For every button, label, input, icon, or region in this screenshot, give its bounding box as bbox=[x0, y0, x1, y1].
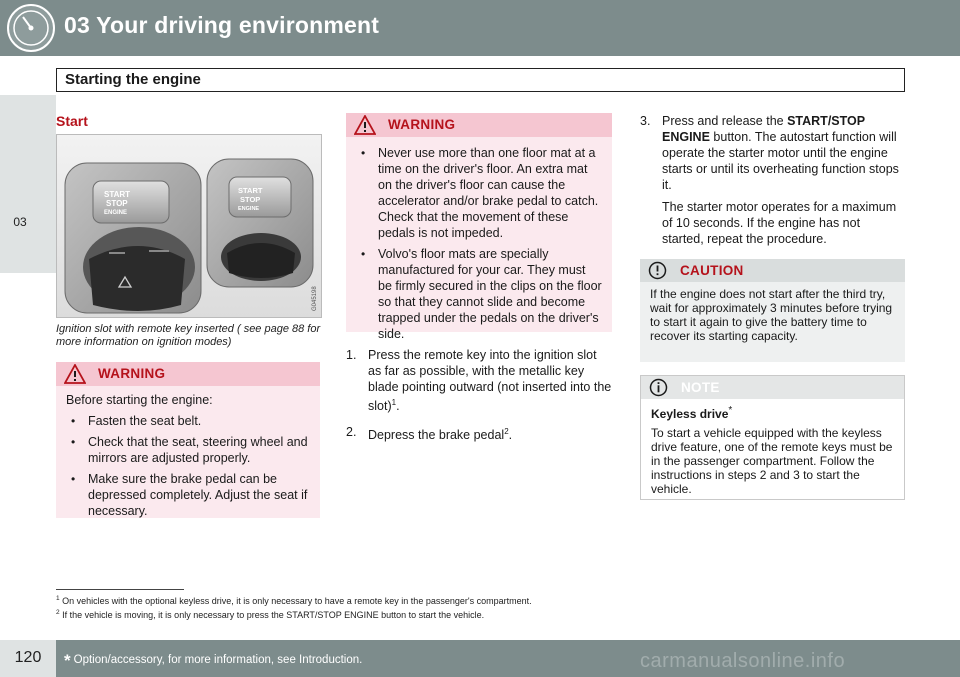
chapter-side-tab bbox=[0, 95, 56, 273]
chapter-title: 03 Your driving environment bbox=[64, 12, 380, 38]
note-text: To start a vehicle equipped with the keyless drive feature, one of the remote keys must be in the passenger compartment. Follow the instructions in steps 2 and 3 to start the vehicle. bbox=[651, 426, 893, 496]
step-3-paragraph: The starter motor operates for a maximum of 10 seconds. If the engine has not started, repeat the procedure. bbox=[662, 200, 897, 246]
ignition-slot-photo bbox=[56, 134, 322, 318]
step-3-block bbox=[640, 113, 905, 247]
photo-caption: Ignition slot with remote key inserted ( see page 88 for more information on ignition modes) bbox=[56, 323, 321, 348]
footnote-ref: 2 bbox=[504, 427, 509, 437]
note-subtitle: Keyless drive bbox=[651, 407, 729, 421]
caution-text: If the engine does not start after the third try, wait for approximately 3 minutes before trying to start it again to give the battery time to recover its starting capacity. bbox=[650, 287, 893, 343]
start-stop-engine-label: START/STOP ENGINE bbox=[662, 114, 865, 144]
start-button-text-6: ENGINE bbox=[238, 206, 260, 212]
note-subtitle-line bbox=[651, 404, 894, 421]
image-code: G045198 bbox=[312, 286, 318, 311]
step-number: 1. bbox=[346, 348, 357, 362]
warning-title: WARNING bbox=[98, 366, 166, 381]
note-title: NOTE bbox=[681, 380, 720, 395]
page-number: 120 bbox=[14, 649, 42, 666]
start-button-text-1: START bbox=[104, 190, 131, 199]
warning-bullet: • Never use more than one floor mat at a time on the driver's floor. An extra mat on the driver's floor can cause the accelerator and/or brake pedal to catch. Check that the movement of these pedals is not impeded. bbox=[356, 145, 602, 241]
step-text-post: button. The autostart function will operate the starter motor until the engine starts or until its overheating function stops it. bbox=[662, 130, 899, 192]
start-button-text-4: START bbox=[238, 186, 263, 195]
footnote-divider bbox=[56, 589, 184, 590]
section-header bbox=[56, 68, 905, 92]
caution-icon bbox=[648, 261, 667, 280]
footnote-text: On vehicles with the optional keyless drive, it is only necessary to have a remote key in the passenger's compartment. bbox=[62, 596, 532, 606]
caution-box bbox=[640, 259, 905, 362]
gauge-icon bbox=[6, 3, 56, 53]
footnote-mark: 1 bbox=[56, 595, 60, 602]
footnote-mark: 2 bbox=[56, 609, 60, 616]
warning-box-left bbox=[56, 362, 320, 518]
warning-bullet: • Check that the seat, steering wheel and mirrors are adjusted properly. bbox=[66, 434, 310, 466]
warning-title: WARNING bbox=[388, 117, 456, 132]
step-3 bbox=[640, 113, 905, 193]
step-end: . bbox=[508, 428, 513, 443]
start-heading: Start bbox=[56, 113, 88, 129]
option-star: * bbox=[64, 651, 71, 670]
footer-note bbox=[64, 651, 362, 671]
info-icon bbox=[649, 378, 668, 397]
step-1 bbox=[346, 347, 612, 414]
warning-triangle-icon bbox=[354, 115, 376, 135]
start-button-text-2: STOP bbox=[106, 199, 128, 208]
section-title: Starting the engine bbox=[65, 71, 201, 88]
warning-header bbox=[346, 113, 612, 137]
warning-intro: Before starting the engine: bbox=[66, 393, 213, 407]
watermark: carmanualsonline.info bbox=[640, 650, 846, 672]
start-button-text-3: ENGINE bbox=[104, 210, 128, 216]
warning-bullet: • Fasten the seat belt. bbox=[66, 413, 310, 429]
note-box bbox=[640, 375, 905, 500]
step-end: . bbox=[396, 399, 400, 414]
footnotes bbox=[56, 593, 532, 621]
step-number: 3. bbox=[640, 114, 651, 128]
option-mark: * bbox=[728, 405, 733, 416]
step-2 bbox=[346, 424, 612, 443]
note-header bbox=[641, 376, 904, 399]
caution-header bbox=[640, 259, 905, 282]
step-number: 2. bbox=[346, 425, 357, 440]
step-text-pre: Press and release the bbox=[662, 114, 788, 128]
footnote-2 bbox=[56, 607, 532, 621]
start-button-text-5: STOP bbox=[240, 195, 261, 204]
warning-bullet: • Make sure the brake pedal can be depressed completely. Adjust the seat if necessary. bbox=[66, 471, 310, 519]
warning-triangle-icon bbox=[64, 364, 86, 384]
caution-title: CAUTION bbox=[680, 263, 744, 278]
footnote-ref: 1 bbox=[391, 398, 397, 407]
side-tab-label: 03 bbox=[13, 215, 27, 229]
step-text: Depress the brake pedal bbox=[368, 428, 505, 443]
warning-bullet: • Volvo's floor mats are specially manufactured for your car. They must be firmly secured in the clips on the floor so that they cannot slide and become trapped under the pedals on the driver's side. bbox=[356, 246, 602, 342]
warning-box-floor-mats bbox=[346, 113, 612, 341]
footer-note-text: Option/accessory, for more information, see Introduction. bbox=[73, 654, 363, 666]
footnote-1 bbox=[56, 593, 532, 607]
step-text: Press the remote key into the ignition slot as far as possible, with the metallic key blade pointing outward (not inserted into the slot) bbox=[368, 348, 612, 414]
steps-list bbox=[346, 347, 612, 453]
footnote-text: If the vehicle is moving, it is only necessary to press the START/STOP ENGINE button to start the vehicle. bbox=[62, 610, 485, 620]
warning-header bbox=[56, 362, 320, 386]
